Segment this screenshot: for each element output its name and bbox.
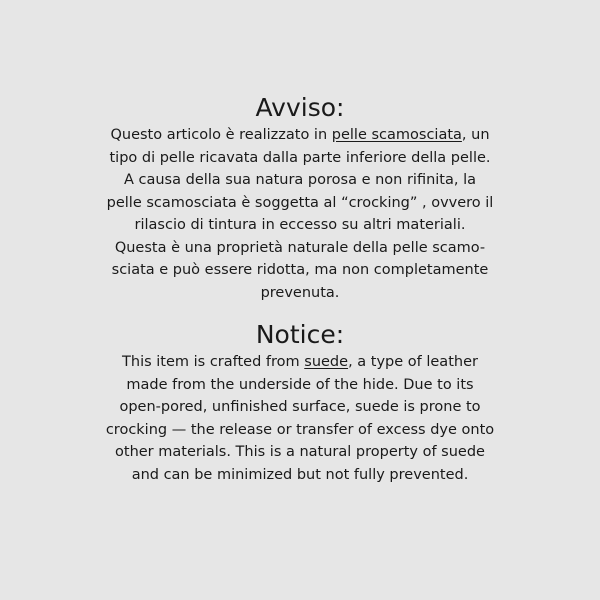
- italian-line-3: A causa della sua natura porosa e non rifinita, la: [123, 172, 477, 188]
- english-line-1-pre: This item is crafted from: [122, 354, 305, 370]
- english-paragraph: [0, 351, 600, 486]
- suede-link[interactable]: suede: [304, 354, 349, 370]
- english-line-1: [0, 351, 600, 374]
- english-line-1-post: , a type of leather: [348, 354, 478, 370]
- english-line-4: crocking — the release or transfer of excess dye onto: [105, 421, 495, 438]
- pelle-scamosciata-link[interactable]: pelle scamosciata: [331, 127, 462, 143]
- english-heading: Notice:: [255, 320, 345, 349]
- english-line-6: and can be minimized but not fully prevented.: [131, 466, 469, 483]
- english-notice: [0, 319, 600, 486]
- italian-line-1: [0, 124, 600, 147]
- italian-line-7: sciata e può essere ridotta, ma non completamente: [111, 262, 489, 278]
- english-line-2: made from the underside of the hide. Due to its: [126, 376, 474, 393]
- italian-line-8: prevenuta.: [260, 284, 340, 301]
- italian-line-1-pre: Questo articolo è realizzato in: [110, 127, 332, 143]
- english-line-5: other materials. This is a natural property of suede: [115, 444, 485, 460]
- italian-heading: Avviso:: [255, 93, 345, 122]
- english-line-3: open-pored, unfinished surface, suede is prone to: [119, 399, 481, 415]
- italian-line-2: tipo di pelle ricavata dalla parte inferiore della pelle.: [109, 149, 491, 166]
- italian-paragraph: [0, 124, 600, 304]
- italian-line-6: Questa è una proprietà naturale della pelle scamo-: [114, 239, 486, 256]
- italian-line-4: pelle scamosciata è soggetta al “crocking” , ovvero il: [106, 194, 494, 211]
- italian-line-1-post: , un: [461, 127, 490, 143]
- italian-line-5: rilascio di tintura in eccesso su altri materiali.: [134, 217, 466, 233]
- italian-notice: [0, 92, 600, 304]
